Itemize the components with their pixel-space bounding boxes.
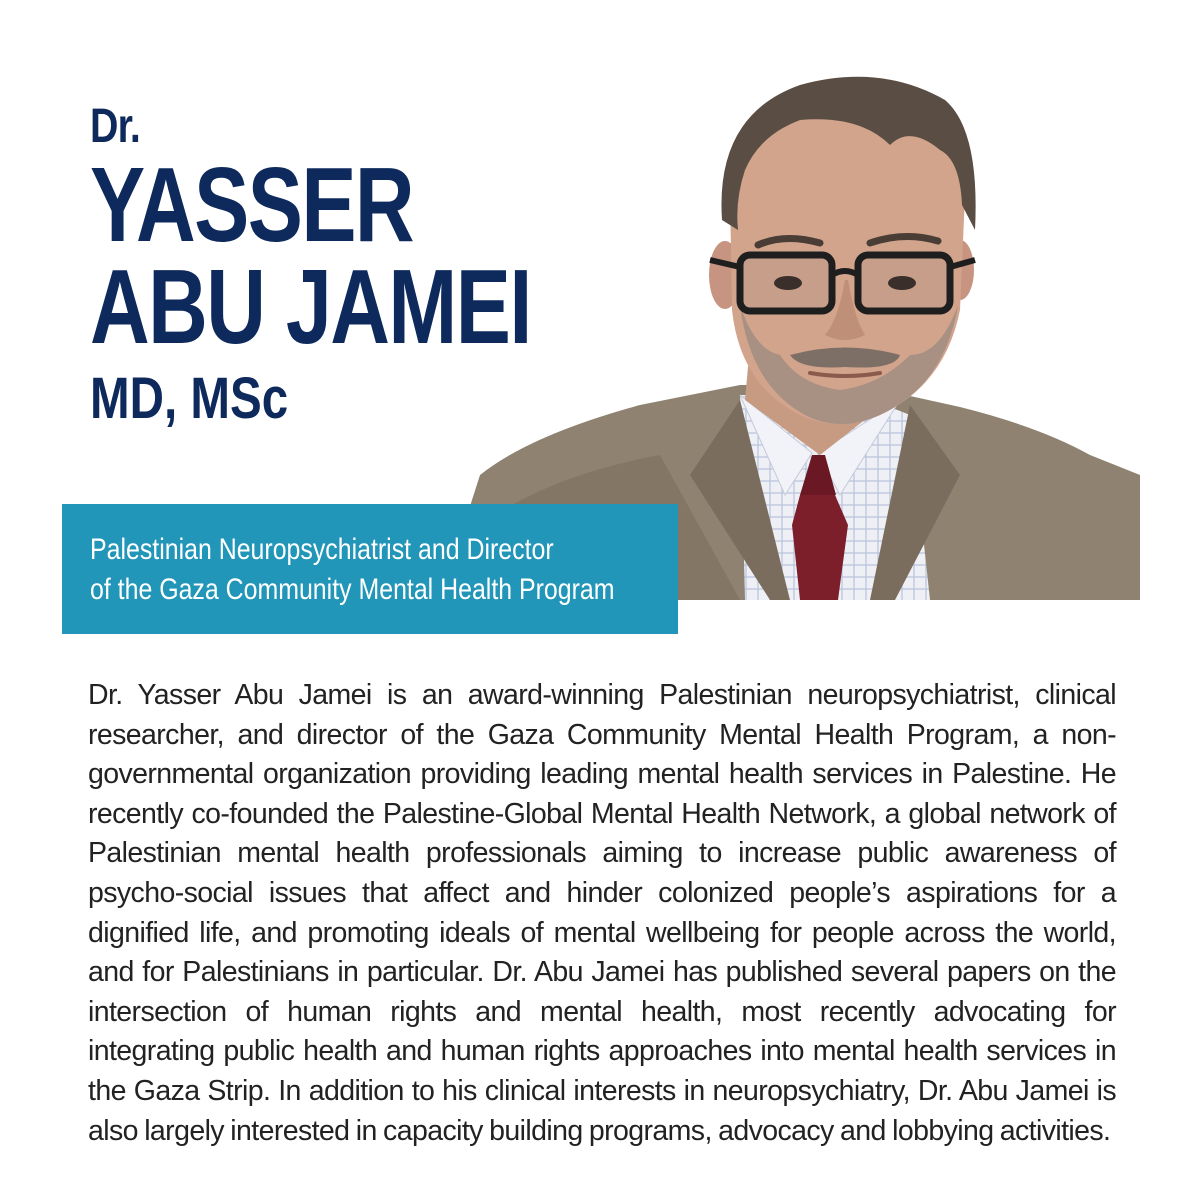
- last-name: ABU JAMEI: [90, 248, 531, 366]
- title-line-2: of the Gaza Community Mental Health Program: [90, 573, 615, 606]
- credentials: MD, MSc: [90, 366, 289, 431]
- title-text: [90, 530, 615, 610]
- title-line-1: Palestinian Neuropsychiatrist and Director: [90, 533, 554, 566]
- title-banner: [62, 504, 678, 634]
- biography-text: Dr. Yasser Abu Jamei is an award-winning Palestinian neuropsychiatrist, clinical researcher, and director of the Gaza Community Mental Health Program, a non-governmental organization providing leading mental health services in Palestine. He recently co-founded the Palestine-Global Mental Health Network, a global network of Palestinian mental health professionals aiming to increase public awareness of psycho-social issues that affect and hinder colonized people’s aspirations for a dignified life, and promoting ideals of mental wellbeing for people across the world, and for Palestinians in particular. Dr. Abu Jamei has published several papers on the intersection of human rights and mental health, most recently advocating for integrating public health and human rights approaches into mental health services in the Gaza Strip. In addition to his clinical interests in neuropsychiatry, Dr. Abu Jamei is also largely interested in capacity building programs, advocacy and lobbying activities.: [88, 679, 1116, 1147]
- first-name: YASSER: [90, 146, 414, 264]
- name-prefix: Dr.: [90, 100, 141, 153]
